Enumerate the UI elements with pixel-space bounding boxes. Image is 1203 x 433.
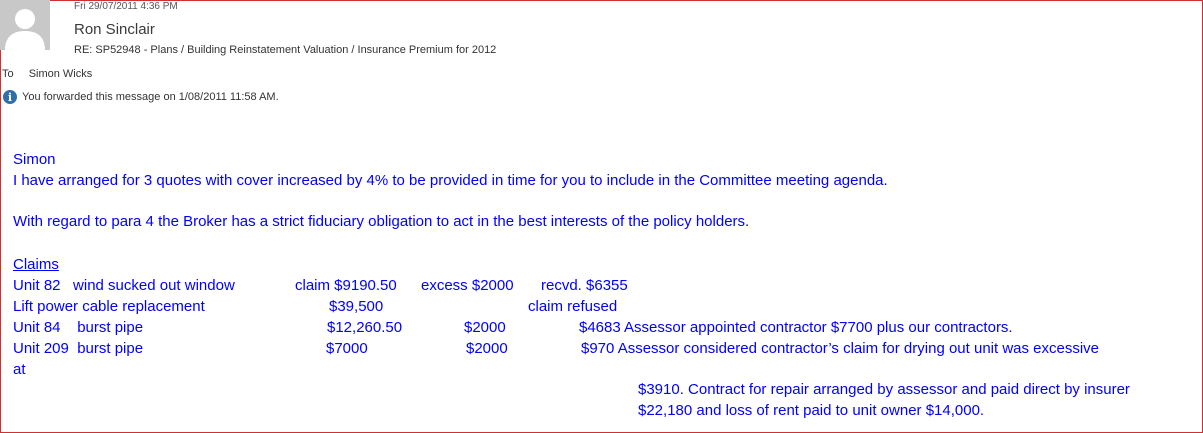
claim-cell: recvd. $6355 <box>541 277 628 294</box>
claims-heading: Claims <box>13 256 59 273</box>
info-icon: i <box>3 90 17 104</box>
claim-cell: $970 Assessor considered contractor’s claim for drying out unit was excessive <box>581 340 1100 357</box>
claim-cell: $2000 <box>466 340 508 357</box>
info-bar <box>4 90 279 104</box>
person-icon <box>0 0 50 50</box>
claim-cell: Unit 84 burst pipe <box>13 319 144 336</box>
body-line-2: With regard to para 4 the Broker has a strict fiduciary obligation to act in the best interests of the policy holders. <box>13 213 750 230</box>
claim-cell: $39,500 <box>329 298 384 315</box>
sender-avatar[interactable] <box>0 0 50 50</box>
claim-cell: Unit 209 burst pipe <box>13 340 144 357</box>
subject-line: RE: SP52948 - Plans / Building Reinstatement Valuation / Insurance Premium for 2012 <box>74 44 497 56</box>
continuation-line-1: $3910. Contract for repair arranged by assessor and paid direct by insurer <box>638 381 1130 398</box>
claim-cell: $12,260.50 <box>327 319 403 336</box>
claim-cell: Lift power cable replacement <box>13 298 205 315</box>
claim-cell: claim refused <box>528 298 618 315</box>
claim-cell: $4683 Assessor appointed contractor $7700 plus our contractors. <box>579 319 1013 336</box>
claim-cell: $7000 <box>326 340 368 357</box>
sender-name[interactable]: Ron Sinclair <box>74 21 155 38</box>
info-message: You forwarded this message on 1/08/2011 11:58 AM. <box>22 91 279 103</box>
claim-cell: excess $2000 <box>421 277 514 294</box>
claim-cell: $2000 <box>464 319 506 336</box>
recipient-name[interactable]: Simon Wicks <box>28 68 93 80</box>
body-line-1: I have arranged for 3 quotes with cover increased by 4% to be provided in time for you to include in the Committee meeting agenda. <box>13 172 888 189</box>
claim-cell: Unit 82 wind sucked out window <box>13 277 235 294</box>
continuation-line-2: $22,180 and loss of rent paid to unit owner $14,000. <box>638 402 985 419</box>
greeting: Simon <box>13 151 56 168</box>
to-label: To <box>2 68 14 80</box>
wrap-text: at <box>13 361 26 378</box>
sent-date: Fri 29/07/2011 4:36 PM <box>74 1 178 12</box>
recipients-row <box>2 68 92 80</box>
claim-cell: claim $9190.50 <box>295 277 397 294</box>
